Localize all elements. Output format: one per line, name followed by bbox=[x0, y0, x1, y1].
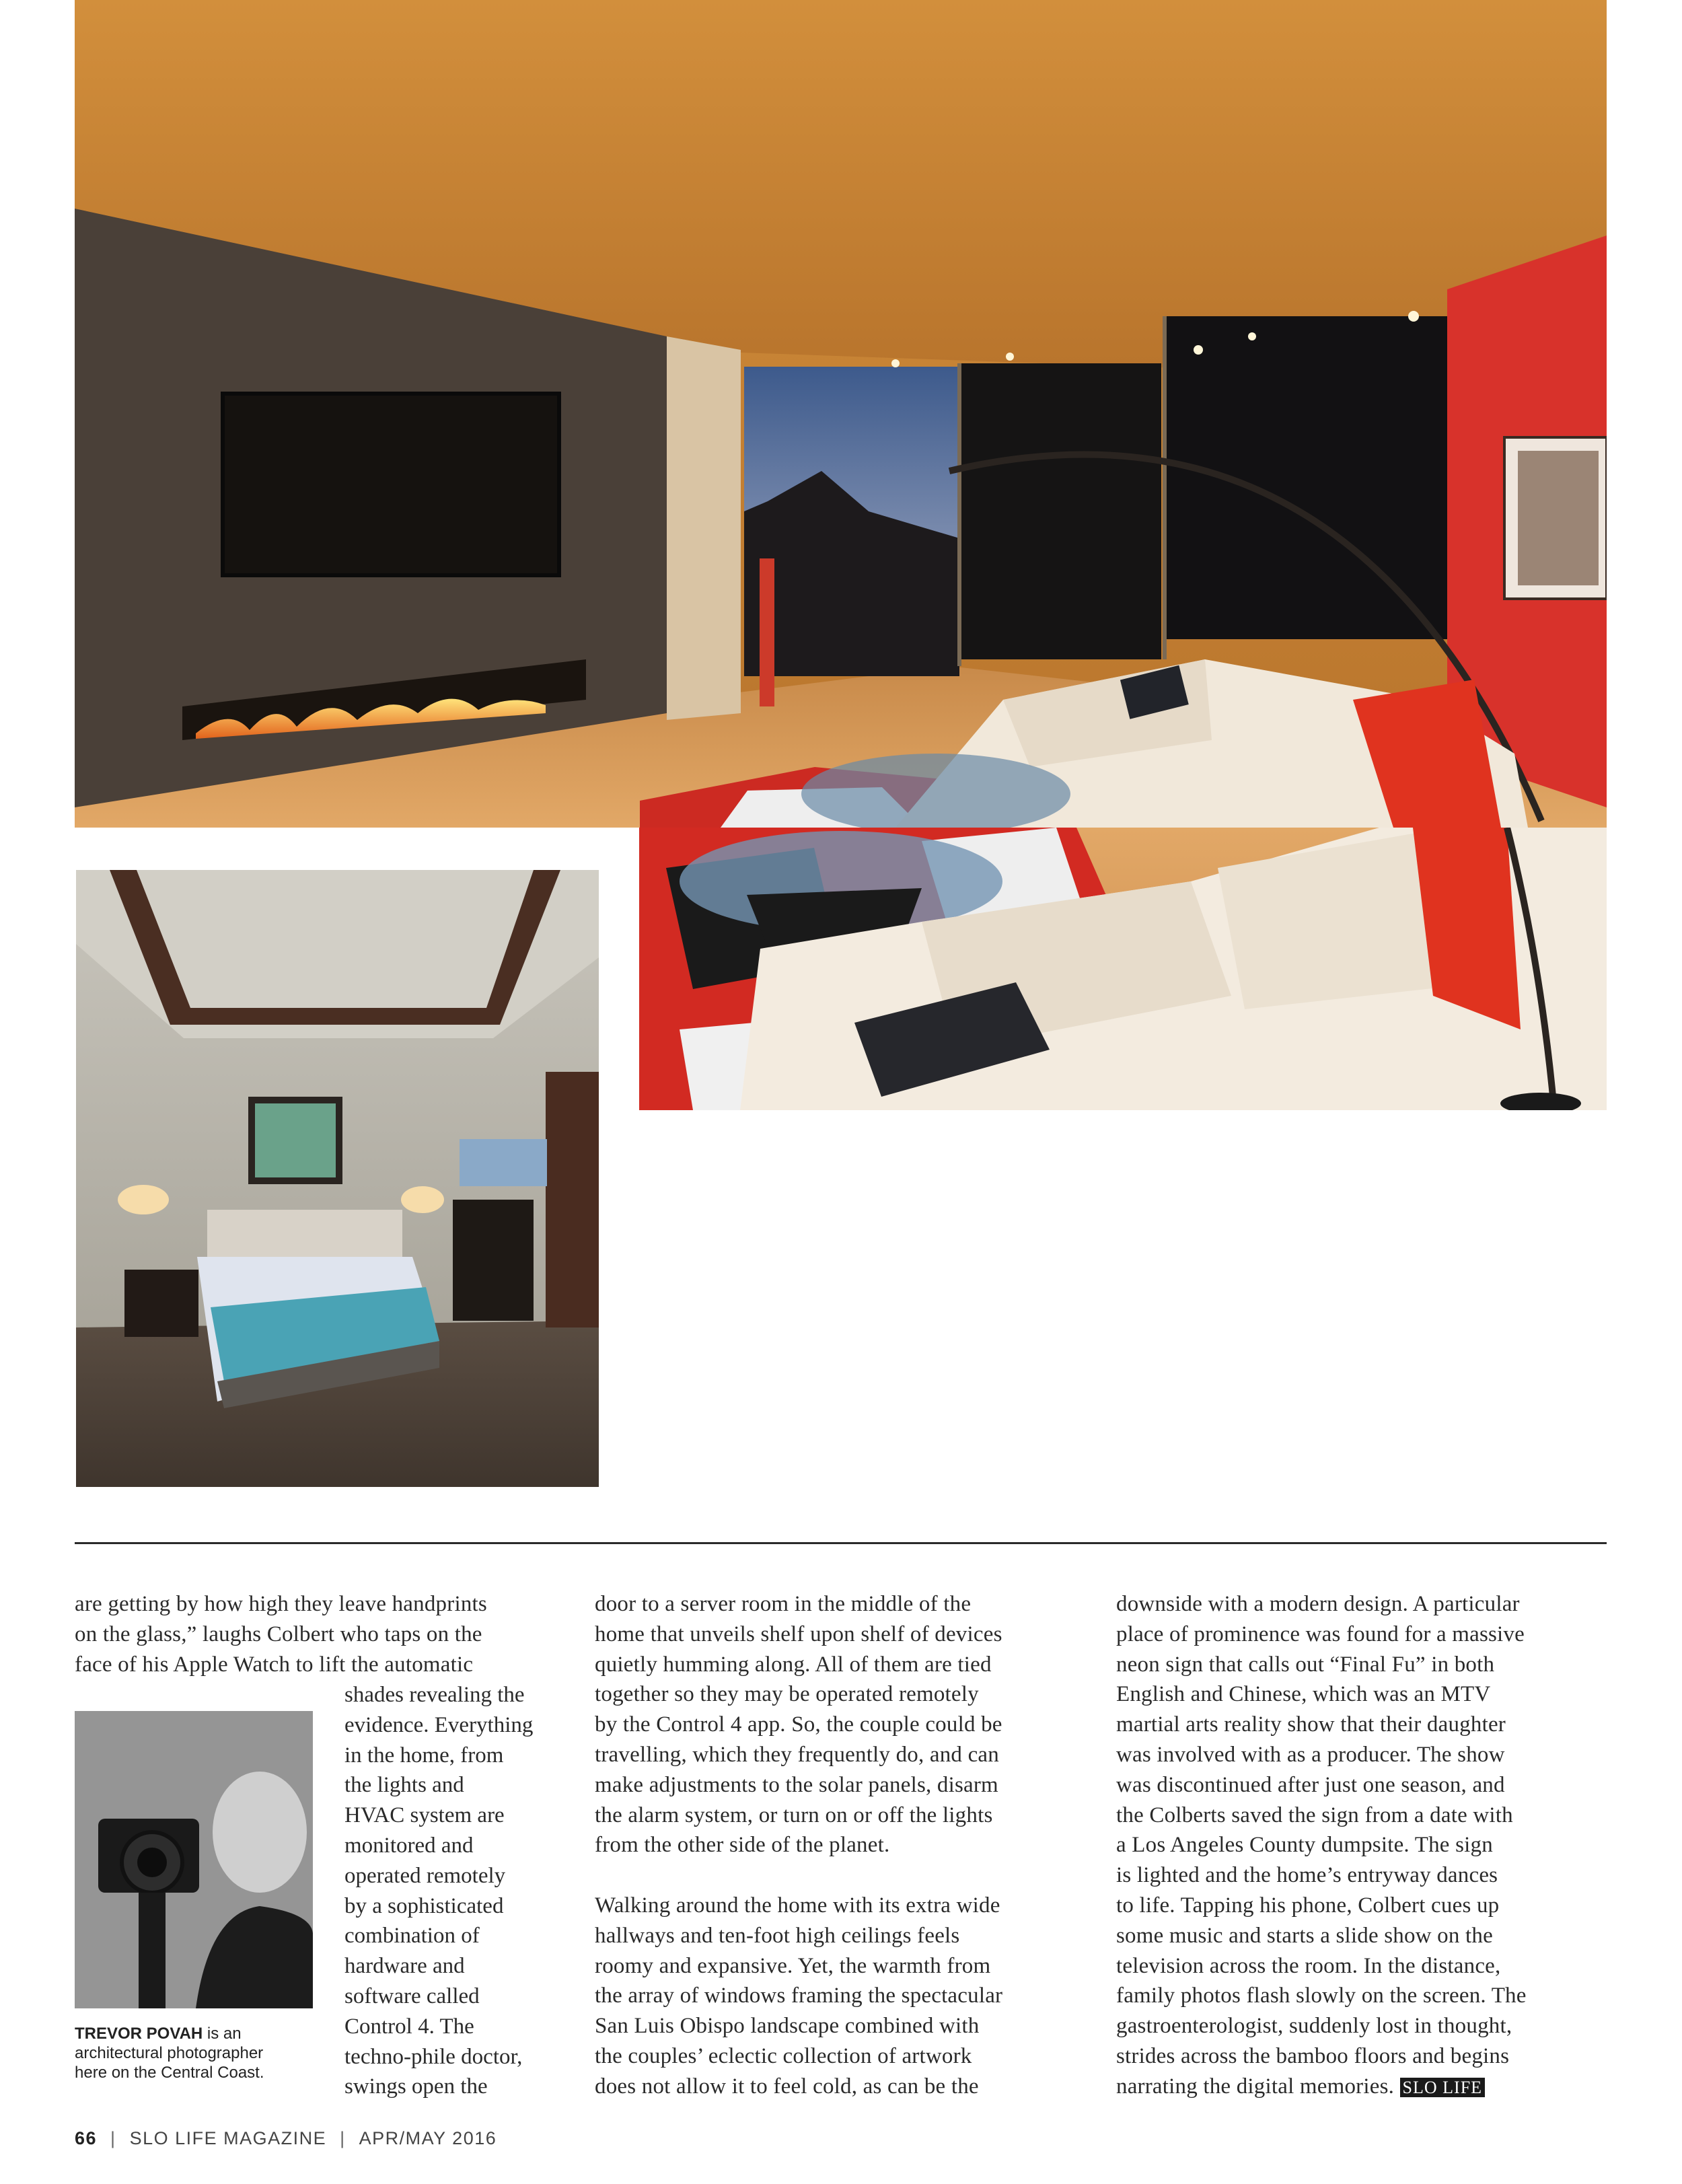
caption-text: architectural photographer bbox=[75, 2044, 264, 2062]
article-line: to life. Tapping his phone, Colbert cues up bbox=[1116, 1893, 1500, 1918]
article-line: place of prominence was found for a massive bbox=[1116, 1622, 1525, 1646]
article-line: strides across the bamboo floors and begins bbox=[1116, 2043, 1510, 2068]
article-line: roomy and expansive. Yet, the warmth from bbox=[595, 1953, 991, 1978]
article-line: Walking around the home with its extra wide bbox=[595, 1893, 1000, 1918]
article-line: software called bbox=[344, 1983, 480, 2008]
article-line: Control 4. The bbox=[344, 2014, 474, 2039]
magazine-name: SLO LIFE MAGAZINE bbox=[129, 2128, 327, 2148]
article-line: a Los Angeles County dumpsite. The sign bbox=[1116, 1833, 1493, 1858]
article-line: hardware and bbox=[344, 1954, 465, 1979]
article-line: quietly humming along. All of them are tied bbox=[595, 1652, 992, 1677]
caption-text: here on the Central Coast. bbox=[75, 2064, 264, 2082]
issue-date: APR/MAY 2016 bbox=[359, 2128, 497, 2148]
article-line: some music and starts a slide show on the bbox=[1116, 1923, 1493, 1948]
article-line: operated remotely bbox=[344, 1863, 506, 1888]
article-line: television across the room. In the distance, bbox=[1116, 1953, 1501, 1978]
footer-separator: | bbox=[110, 2128, 116, 2148]
article-line: combination of bbox=[344, 1924, 480, 1949]
article-line: neon sign that calls out “Final Fu” in both bbox=[1116, 1652, 1495, 1677]
article-line: from the other side of the planet. bbox=[595, 1833, 890, 1858]
article-line: martial arts reality show that their daughter bbox=[1116, 1712, 1506, 1737]
photographer-portrait bbox=[75, 1711, 313, 2008]
living-room-photo-lower bbox=[639, 828, 1607, 1110]
article-line: narrating the digital memories. bbox=[1116, 2074, 1395, 2099]
photographer-caption bbox=[75, 2024, 317, 2082]
article-line: face of his Apple Watch to lift the automatic bbox=[75, 1652, 474, 1677]
article-line: was discontinued after just one season, and bbox=[1116, 1772, 1505, 1797]
article-line: shades revealing the bbox=[344, 1683, 525, 1707]
article-line: by the Control 4 app. So, the couple could be bbox=[595, 1712, 1002, 1737]
page-number: 66 bbox=[75, 2128, 98, 2148]
bedroom-photo bbox=[76, 870, 599, 1487]
article-column-1 bbox=[75, 1589, 566, 1679]
article-line: monitored and bbox=[344, 1833, 474, 1858]
article-column-2 bbox=[595, 1589, 1086, 2102]
article-line: family photos flash slowly on the screen. The bbox=[1116, 1983, 1527, 2008]
article-column-1-wrap bbox=[344, 1680, 566, 2102]
article-line: home that unveils shelf upon shelf of devices bbox=[595, 1622, 1002, 1646]
article-line: the Colberts saved the sign from a date with bbox=[1116, 1803, 1513, 1827]
article-line: was involved with as a producer. The show bbox=[1116, 1742, 1505, 1767]
article-line: together so they may be operated remotely bbox=[595, 1682, 979, 1707]
article-line: in the home, from bbox=[344, 1743, 504, 1768]
article-line: San Luis Obispo landscape combined with bbox=[595, 2014, 980, 2039]
article-line: English and Chinese, which was an MTV bbox=[1116, 1682, 1491, 1707]
article-column-3 bbox=[1116, 1589, 1607, 2103]
caption-name: TREVOR POVAH bbox=[75, 2025, 203, 2043]
article-line: door to a server room in the middle of the bbox=[595, 1592, 972, 1616]
article-line: gastroenterologist, suddenly lost in thought, bbox=[1116, 2014, 1512, 2039]
article-line: is lighted and the home’s entryway dances bbox=[1116, 1863, 1498, 1888]
page-footer bbox=[75, 2128, 497, 2149]
article-line: the couples’ eclectic collection of artwork bbox=[595, 2043, 972, 2068]
footer-separator: | bbox=[340, 2128, 346, 2148]
article-line: make adjustments to the solar panels, disarm bbox=[595, 1772, 998, 1797]
article-line: the alarm system, or turn on or off the lights bbox=[595, 1803, 993, 1827]
article-line: the lights and bbox=[344, 1773, 464, 1798]
end-mark-badge: SLO LIFE bbox=[1400, 2078, 1486, 2097]
article-line: by a sophisticated bbox=[344, 1893, 504, 1918]
living-room-photo bbox=[75, 0, 1607, 828]
article-line: downside with a modern design. A particular bbox=[1116, 1592, 1520, 1616]
article-line: HVAC system are bbox=[344, 1803, 505, 1828]
caption-text: is an bbox=[203, 2025, 242, 2043]
article-line: evidence. Everything bbox=[344, 1712, 534, 1737]
section-divider bbox=[75, 1542, 1607, 1544]
article-line: the array of windows framing the spectacular bbox=[595, 1983, 1003, 2008]
article-line: hallways and ten-foot high ceilings feels bbox=[595, 1923, 960, 1948]
article-line: on the glass,” laughs Colbert who taps on the bbox=[75, 1622, 482, 1646]
article-line: swings open the bbox=[344, 2074, 488, 2099]
article-line: techno-phile doctor, bbox=[344, 2044, 523, 2069]
article-line: travelling, which they frequently do, and can bbox=[595, 1742, 999, 1767]
article-line: are getting by how high they leave handprints bbox=[75, 1592, 487, 1616]
article-line: does not allow it to feel cold, as can be the bbox=[595, 2074, 979, 2099]
article-last-line bbox=[1116, 2072, 1607, 2103]
